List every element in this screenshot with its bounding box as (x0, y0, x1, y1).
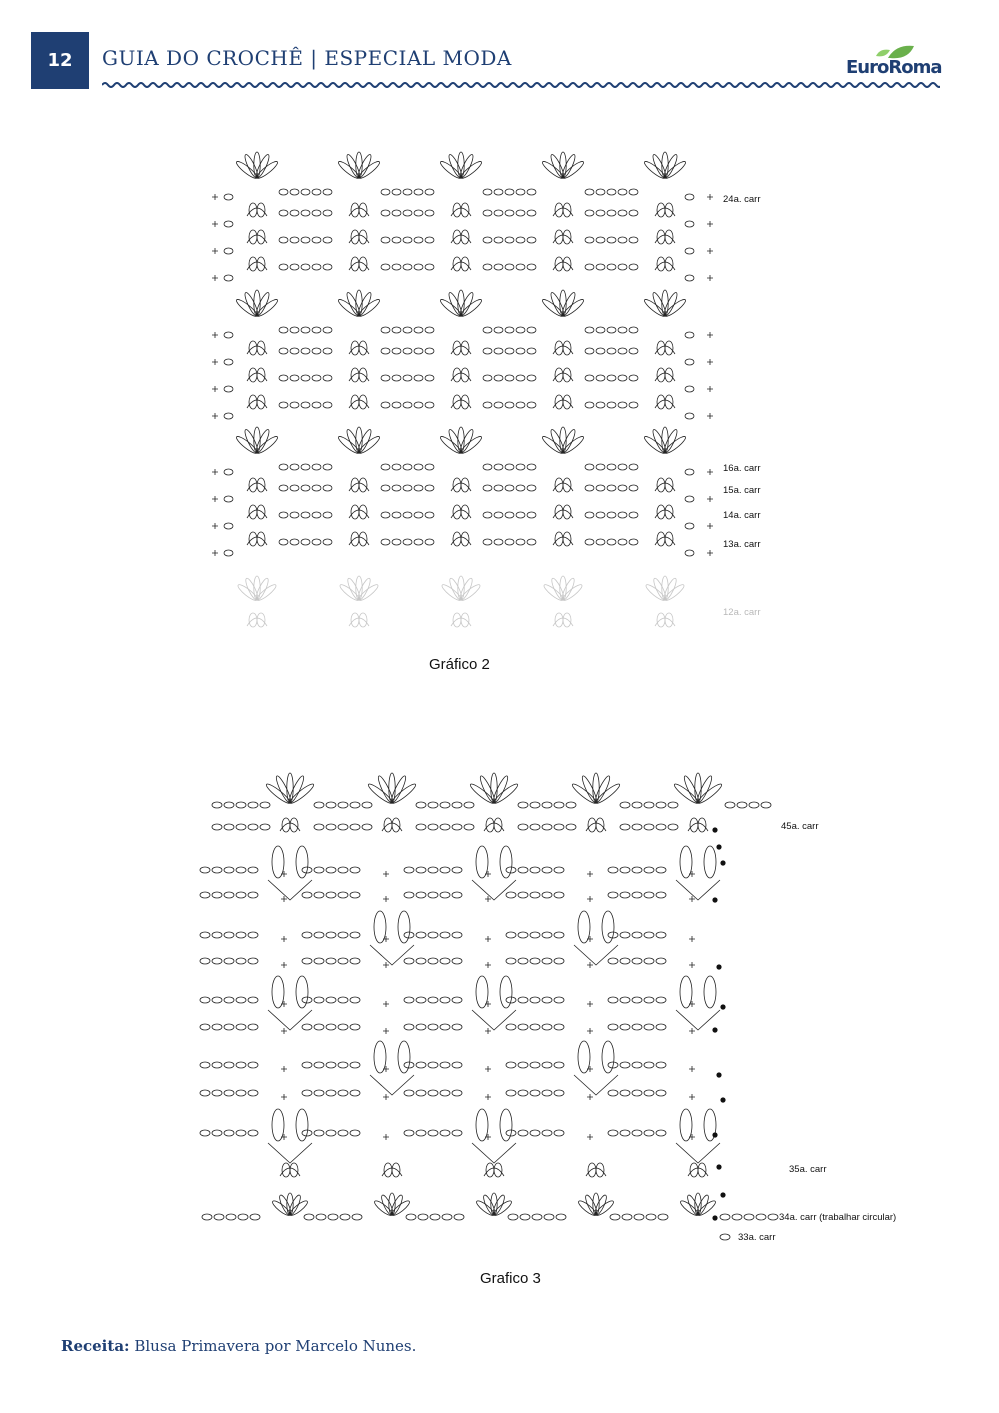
crochet-chart-2 (195, 140, 795, 650)
row-label-15: 15a. carr (723, 485, 761, 496)
brand-logo (846, 42, 942, 80)
row-label-24: 24a. carr (723, 194, 761, 205)
page-number-badge (31, 32, 89, 89)
crochet-chart-3 (195, 755, 915, 1255)
row-label-35: 35a. carr (789, 1164, 827, 1175)
chart3-caption: Grafico 3 (480, 1270, 541, 1287)
row-label-13: 13a. carr (723, 539, 761, 550)
row-label-34: 34a. carr (trabalhar circular) (779, 1212, 897, 1223)
row-label-45: 45a. carr (781, 821, 819, 832)
page-number: 12 (47, 50, 73, 71)
recipe-credit-label: Receita: (61, 1337, 130, 1355)
row-label-12: 12a. carr (723, 607, 761, 618)
chart2-caption: Gráfico 2 (429, 656, 490, 673)
header-title: GUIA DO CROCHÊ | ESPECIAL MODA (102, 46, 512, 70)
recipe-credit (61, 1337, 416, 1355)
chart2-symbols (212, 152, 713, 556)
row-label-16: 16a. carr (723, 463, 761, 474)
row-label-14: 14a. carr (723, 510, 761, 521)
brand-name: EuroRoma (846, 57, 942, 78)
header-wave-divider (102, 80, 940, 90)
chart3-symbols (200, 773, 778, 1240)
recipe-credit-text: Blusa Primavera por Marcelo Nunes. (129, 1337, 417, 1355)
row-label-33: 33a. carr (738, 1232, 776, 1243)
chart2-faded-row (236, 576, 686, 627)
